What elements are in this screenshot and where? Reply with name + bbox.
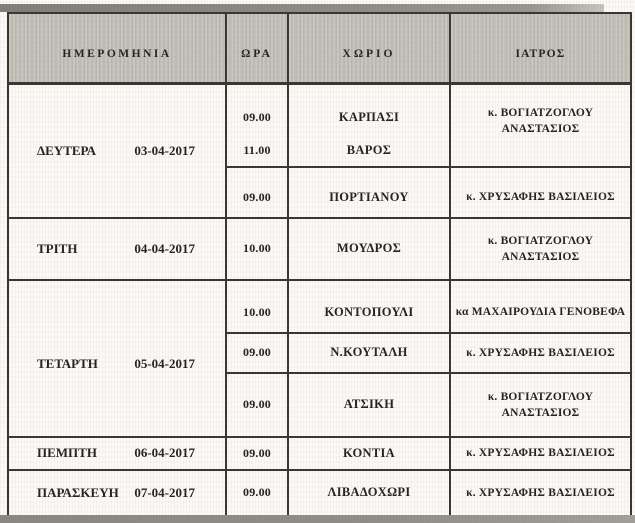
cell-village: ΛΙΒΑΔΟΧΩΡΙ (288, 470, 450, 516)
cell-village: ΚΟΝΤΙΑ (288, 437, 450, 470)
village-name: ΒΑΡΟΣ (346, 143, 392, 157)
cell-doctor (450, 437, 631, 470)
cell-day-thursday (8, 437, 226, 470)
cell-time: 10.00 (226, 218, 288, 280)
scan-artifact-bottom-bar (0, 515, 635, 523)
table-row (8, 84, 631, 167)
cell-day-wednesday (8, 280, 226, 437)
cell-village (288, 84, 450, 167)
scan-artifact-top-bar (0, 4, 604, 12)
doctor-name: κ. ΒΟΓΙΑΤΖΟΓΛΟΥ ΑΝΑΣΤΑΣΙΟΣ (487, 390, 594, 419)
cell-time: 09.00 (226, 373, 288, 437)
cell-doctor (450, 84, 631, 167)
doctor-name: κ. ΒΟΓΙΑΤΖΟΓΛΟΥ ΑΝΑΣΤΑΣΙΟΣ (487, 234, 594, 263)
cell-village: ΜΟΥΔΡΟΣ (288, 218, 450, 280)
table-row (8, 437, 631, 470)
day-name: ΠΕΜΠΤΗ (37, 445, 97, 460)
cell-doctor (450, 280, 631, 333)
doctor-name: κ. ΒΟΓΙΑΤΖΟΓΛΟΥ ΑΝΑΣΤΑΣΙΟΣ (487, 107, 594, 135)
cell-village: ΚΟΝΤΟΠΟΥΛΙ (288, 280, 450, 333)
cell-doctor (450, 373, 631, 437)
doctor-name: κ. ΧΡΥΣΑΦΗΣ ΒΑΣΙΛΕΙΟΣ (466, 346, 615, 359)
cell-day-friday (8, 470, 226, 516)
table-row (8, 470, 631, 516)
cell-time: 09.00 (226, 333, 288, 373)
cell-village: ΠΟΡΤΙΑΝΟΥ (288, 167, 450, 218)
cell-doctor (450, 333, 631, 373)
day-date: 07-04-2017 (134, 484, 195, 500)
cell-time (226, 84, 288, 167)
doctor-name: κ. ΧΡΥΣΑΦΗΣ ΒΑΣΙΛΕΙΟΣ (466, 486, 615, 499)
day-date: 05-04-2017 (134, 356, 195, 371)
day-date: 03-04-2017 (134, 142, 195, 158)
day-name: ΤΡΙΤΗ (37, 240, 78, 256)
header-row (8, 13, 631, 84)
cell-time: 09.00 (226, 167, 288, 218)
village-name: ΚΑΡΠΑΣΙ (338, 110, 400, 124)
doctor-name: κ. ΧΡΥΣΑΦΗΣ ΒΑΣΙΛΕΙΟΣ (466, 447, 615, 459)
header-village: ΧΩΡΙΟ (288, 13, 450, 84)
cell-day-monday (8, 84, 226, 218)
cell-doctor (450, 470, 631, 516)
doctor-name: κα ΜΑΧΑΙΡΟΥΔΙΑ ΓΕΝΟΒΕΦΑ (455, 306, 626, 318)
table-row (8, 218, 631, 280)
day-date: 04-04-2017 (134, 240, 195, 256)
day-name: ΔΕΥΤΕΡΑ (37, 142, 96, 158)
time-value: 11.00 (243, 143, 271, 157)
table-header (8, 13, 631, 84)
header-date: ΗΜΕΡΟΜΗΝΙΑ (8, 13, 226, 84)
cell-village: ΑΤΣΙΚΗ (288, 373, 450, 437)
cell-time: 09.00 (226, 470, 288, 516)
cell-doctor (450, 218, 631, 280)
day-name: ΠΑΡΑΣΚΕΥΗ (37, 484, 119, 500)
day-name: ΤΕΤΑΡΤΗ (37, 356, 98, 371)
cell-doctor (450, 167, 631, 218)
day-date: 06-04-2017 (134, 445, 195, 460)
cell-day-tuesday (8, 218, 226, 280)
doctor-visit-schedule-table (7, 12, 632, 517)
time-value: 09.00 (243, 110, 271, 124)
cell-time: 09.00 (226, 437, 288, 470)
doctor-name: κ. ΧΡΥΣΑΦΗΣ ΒΑΣΙΛΕΙΟΣ (466, 191, 615, 203)
cell-village: Ν.ΚΟΥΤΑΛΗ (288, 333, 450, 373)
cell-time: 10.00 (226, 280, 288, 333)
header-time: ΩΡΑ (226, 13, 288, 84)
table-row (8, 280, 631, 333)
header-doctor: ΙΑΤΡΟΣ (450, 13, 631, 84)
